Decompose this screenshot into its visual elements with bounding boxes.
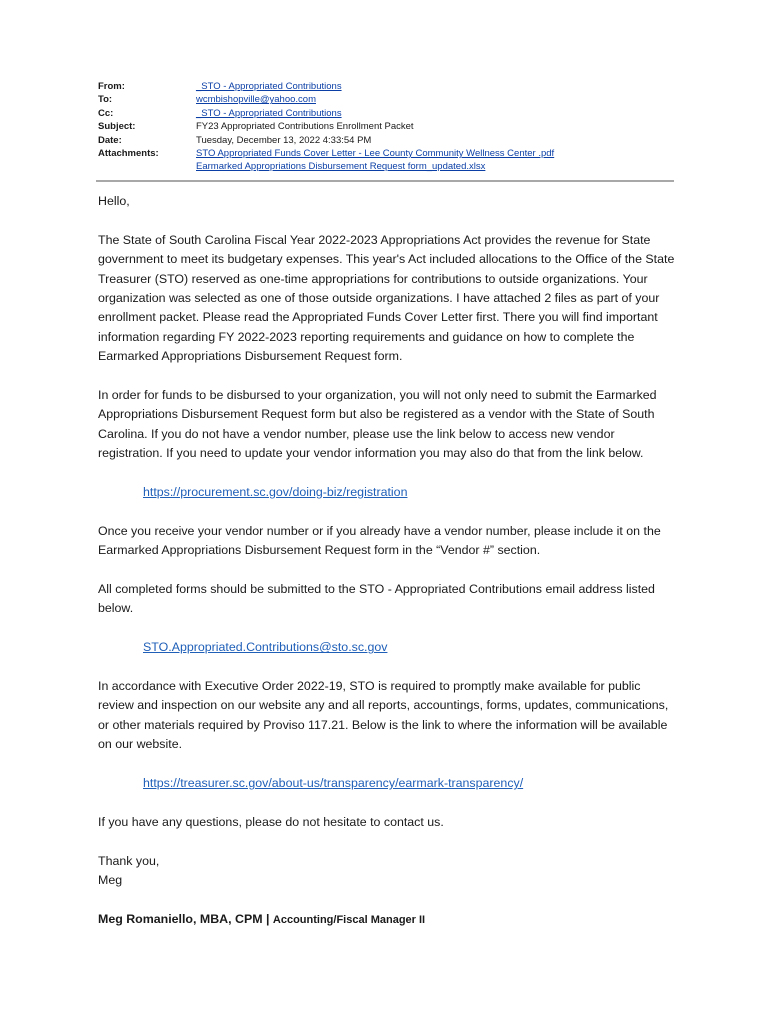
registration-link-line [98,483,678,502]
cc-label: Cc: [98,107,114,119]
email-link-line [98,638,678,657]
paragraph: Once you receive your vendor number or if you already have a vendor number, please include it on the Earmarked Appropriations Disbursement Request form in the “Vendor #” section. [98,523,661,558]
to-row [98,93,554,106]
subject-row [98,120,554,133]
from-label: From: [98,81,125,92]
to-address-link[interactable]: wcmbishopville@yahoo.com [196,94,316,106]
from-address-link[interactable]: _STO - Appropriated Contributions [196,81,342,92]
from-row [98,80,554,93]
date-row [98,134,554,147]
cc-address-link[interactable]: _STO - Appropriated Contributions [196,107,342,119]
header-divider [96,180,674,182]
email-header [98,80,554,174]
subject-label: Subject: [98,121,136,133]
paragraph: The State of South Carolina Fiscal Year 2022-2023 Appropriations Act provides the revenue for State government to meet its budgetary expenses. This year's Act included allocations to the Office of the State Treasurer (STO) reserved as one-time appropriations for contributions to outside organizations. Your organization was selected as one of those outside organizations. I have attached 2 files as part of your enrollment packet. Please read the Appropriated Funds Cover Letter first. There you will find important information regarding FY 2022-2023 reporting requirements and guidance on how to complete the Earmarked Appropriations Disbursement Request form. [98,232,675,364]
signature-separator: | [265,911,270,926]
subject-value: FY23 Appropriated Contributions Enrollment Packet [196,121,414,133]
signature [98,910,678,930]
paragraph: If you have any questions, please do not hesitate to contact us. [98,814,444,829]
closing [98,852,678,891]
paragraph: In accordance with Executive Order 2022-19, STO is required to promptly make available for public review and inspection on our website any and all reports, accountings, forms, updates, communications, or other materials required by Proviso 117.21. Below is the link to where the information will be available on our website. [98,679,669,752]
greeting: Hello, [98,194,130,208]
cc-row [98,107,554,120]
attachment-link[interactable]: STO Appropriated Funds Cover Letter - Lee County Community Wellness Center .pdf [196,148,555,160]
to-label: To: [98,94,113,106]
email-body [98,192,678,950]
attachments-list [196,147,554,174]
paragraph: All completed forms should be submitted to the STO - Appropriated Contributions email address listed below. [98,582,655,616]
paragraph: In order for funds to be disbursed to your organization, you will not only need to submit the Earmarked Appropriations Disbursement Request form but also be registered as a vendor with the State of South Carolina. If you do not have a vendor number, please use the link below to access new vendor registration. If you need to update your vendor information you may also do that from the link below. [98,388,657,461]
closing-name: Meg [98,873,123,888]
transparency-link[interactable]: https://treasurer.sc.gov/about-us/transparency/earmark-transparency/ [143,776,524,791]
contributions-email-link[interactable]: STO.Appropriated.Contributions@sto.sc.gov [143,640,388,655]
attachment-link[interactable]: Earmarked Appropriations Disbursement Request form_updated.xlsx [196,161,486,173]
transparency-link-line [98,774,678,793]
signature-title: Accounting/Fiscal Manager II [272,913,426,926]
registration-link[interactable]: https://procurement.sc.gov/doing-biz/registration [143,485,408,500]
closing-thanks: Thank you, [98,853,160,868]
signature-name: Meg Romaniello, MBA, CPM [98,911,263,926]
date-value: Tuesday, December 13, 2022 4:33:54 PM [196,134,372,146]
attachments-label: Attachments: [98,148,159,160]
attachments-row [98,147,554,174]
date-label: Date: [98,134,122,146]
